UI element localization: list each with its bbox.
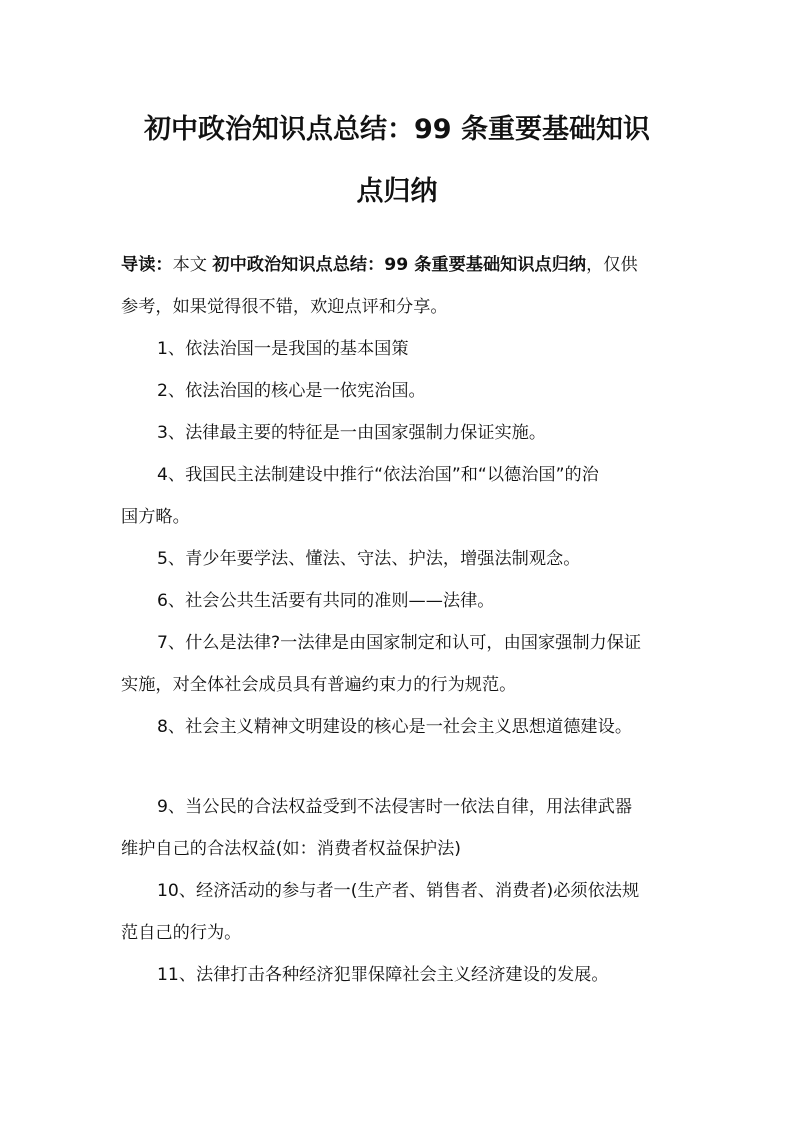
- item-8: 8、社会主义精神文明建设的核心是一社会主义思想道德建设。: [157, 717, 633, 737]
- intro-label: 导读：: [121, 255, 173, 275]
- item-4-line-1: 4、我国民主法制建设中推行“依法治国”和“以德治国”的治: [157, 465, 599, 485]
- item-7-line-2: 实施，对全体社会成员具有普遍约束力的行为规范。: [121, 675, 517, 695]
- item-1: 1、依法治国一是我国的基本国策: [157, 339, 409, 359]
- item-4-line-2: 国方略。: [121, 507, 190, 527]
- item-10-line-1: 10、经济活动的参与者一(生产者、销售者、消费者)必须依法规: [157, 881, 640, 901]
- item-5: 5、青少年要学法、懂法、守法、护法，增强法制观念。: [157, 549, 581, 569]
- intro-line-2: 参考，如果觉得很不错，欢迎点评和分享。: [121, 297, 448, 317]
- item-10-line-2: 范自己的行为。: [121, 923, 242, 943]
- intro-line-1: [121, 254, 681, 276]
- item-7-line-1: 7、什么是法律?一法律是由国家制定和认可，由国家强制力保证: [157, 633, 642, 653]
- document-title-line-1: 初中政治知识点总结：99 条重要基础知识: [144, 114, 650, 145]
- document-title-line-2: 点归纳: [356, 176, 438, 207]
- intro-bold-title: 初中政治知识点总结：99 条重要基础知识点归纳: [212, 255, 587, 275]
- item-9-line-1: 9、当公民的合法权益受到不法侵害时一依法自律，用法律武器: [157, 797, 633, 817]
- item-3: 3、法律最主要的特征是一由国家强制力保证实施。: [157, 423, 547, 443]
- item-11: 11、法律打击各种经济犯罪保障社会主义经济建设的发展。: [157, 965, 609, 985]
- intro-prefix: 本文: [172, 255, 213, 275]
- item-2: 2、依法治国的核心是一依宪治国。: [157, 381, 426, 401]
- item-9-line-2: 维护自己的合法权益(如：消费者权益保护法): [121, 839, 461, 859]
- item-6: 6、社会公共生活要有共同的准则——法律。: [157, 591, 495, 611]
- intro-suffix: ，仅供: [586, 255, 638, 275]
